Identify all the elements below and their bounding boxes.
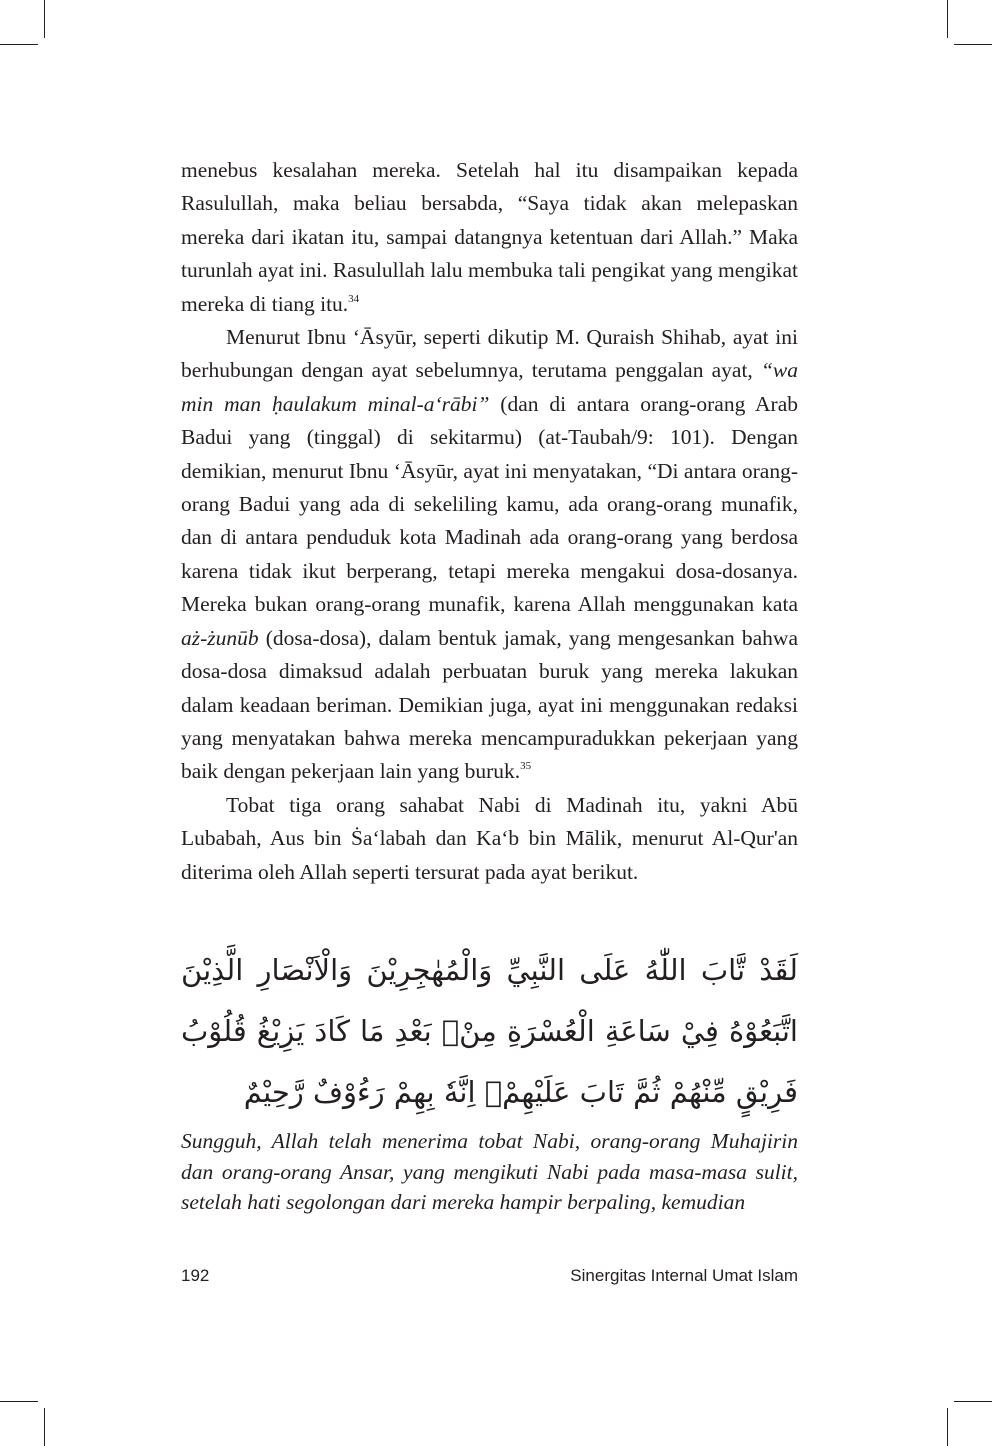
crop-mark (947, 1408, 948, 1446)
paragraph (181, 321, 798, 789)
crop-mark (44, 0, 45, 38)
book-title: Sinergitas Internal Umat Islam (570, 1266, 798, 1285)
page-number: 192 (181, 1266, 210, 1285)
paragraph (181, 789, 798, 889)
crop-mark (0, 1401, 38, 1402)
page-footer (181, 1266, 798, 1286)
crop-mark (954, 1401, 992, 1402)
paragraph (181, 154, 798, 321)
text-run: (dan di antara orang-orang Arab Badui yang (tinggal) di sekitarmu) (at-Taubah/9: 101). Dengan demikian, menurut Ibnu ‘Āsyūr, ayat ini menyatakan, “Di antara orang-orang Badui yang ada di sekeliling kamu, ada orang-orang munafik, dan di antara penduduk kota Madinah ada orang-orang yang berdosa karena tidak ikut berperang, tetapi mereka mengakui dosa-dosanya. Mereka bukan orang-orang munafik, karena Allah menggunakan kata (181, 391, 798, 617)
text-run: (dosa-dosa), dalam bentuk jamak, yang mengesankan bahwa dosa-dosa dimaksud adalah perbuatan buruk yang mereka lakukan dalam keadaan beriman. Demikian juga, ayat ini menggunakan redaksi yang menyatakan bahwa mereka mencampuradukkan pekerjaan yang baik dengan pekerjaan lain yang buruk. (181, 625, 798, 784)
footnote-ref[interactable]: 35 (520, 760, 532, 773)
text-run: menebus kesalahan mereka. Setelah hal itu disampaikan kepada Rasulullah, maka beliau bersabda, “Saya tidak akan melepaskan mereka dari ikatan itu, sampai datangnya ketentuan dari Allah.” Maka turunlah ayat ini. Rasulullah lalu membuka tali pengikat yang mengikat mereka di tiang itu. (181, 158, 798, 316)
crop-mark (954, 44, 992, 45)
crop-mark (44, 1408, 45, 1446)
crop-mark (947, 0, 948, 38)
transliteration: aż-żunūb (181, 625, 259, 650)
body-text (181, 154, 798, 889)
text-run: Menurut Ibnu ‘Āsyūr, seperti dikutip M. Quraish Shihab, ayat ini berhubungan dengan ayat sebelumnya, terutama penggalan ayat, (181, 325, 798, 383)
footnote-ref[interactable]: 34 (348, 292, 360, 305)
crop-mark (0, 44, 38, 45)
text-run: Tobat tiga orang sahabat Nabi di Madinah itu, yakni Abū Lubabah, Aus bin Ṡa‘labah dan Ka‘b bin Mālik, menurut Al-Qur'an diterima oleh Allah seperti tersurat pada ayat berikut. (181, 792, 798, 884)
arabic-verse: لَقَدْ تَّابَ اللّٰهُ عَلَى النَّبِيِّ وَالْمُهٰجِرِيْنَ وَالْاَنْصَارِ الَّذِيْنَ اتَّبَعُوْهُ فِيْ سَاعَةِ الْعُسْرَةِ مِنْۢ بَعْدِ مَا كَادَ يَزِيْغُ قُلُوْبُ فَرِيْقٍ مِّنْهُمْ ثُمَّ تَابَ عَلَيْهِمْۗ اِنَّهٗ بِهِمْ رَءُوْفٌ رَّحِيْمٌ (181, 953, 798, 1109)
transliteration: “wa min man ḥaulakum minal-a‘rābi” (181, 358, 798, 416)
verse-translation: Sungguh, Allah telah menerima tobat Nabi, orang-orang Muhajirin dan orang-orang Ansar, yang mengikuti Nabi pada masa-masa sulit, setelah hati segolongan dari mereka hampir berpaling, kemudian (181, 1129, 798, 1214)
